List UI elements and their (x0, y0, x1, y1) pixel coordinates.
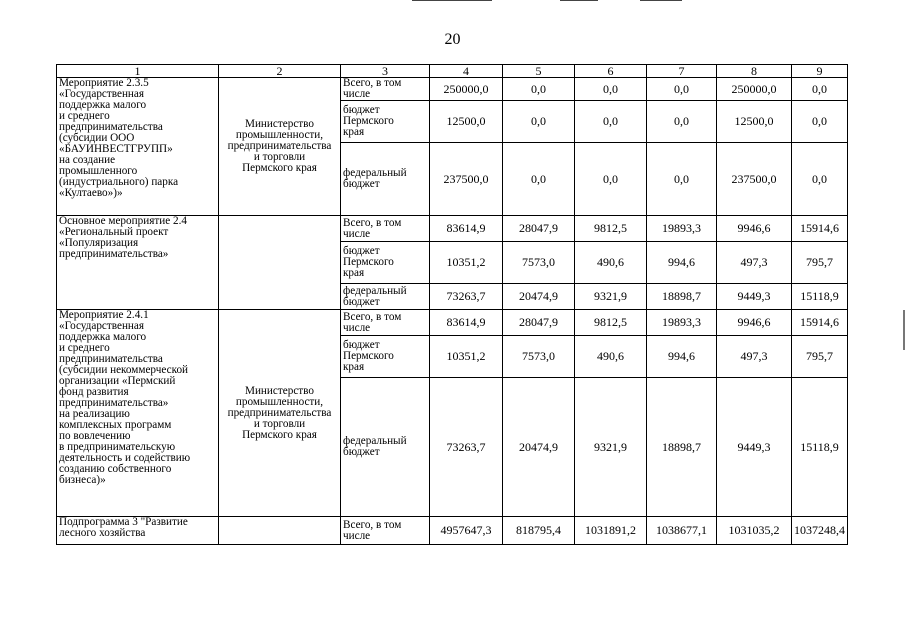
amount-cell: 1031035,2 (717, 517, 792, 545)
column-header: 1 (57, 65, 219, 78)
amount-cell: 28047,9 (503, 310, 575, 336)
funding-source-cell: федеральный бюджет (341, 284, 430, 310)
amount-cell: 9449,3 (717, 284, 792, 310)
amount-cell: 0,0 (647, 143, 717, 216)
column-header: 2 (219, 65, 341, 78)
amount-cell: 1031891,2 (575, 517, 647, 545)
amount-cell: 20474,9 (503, 378, 575, 517)
amount-cell: 1038677,1 (647, 517, 717, 545)
table-row (57, 517, 848, 545)
amount-cell: 0,0 (792, 143, 848, 216)
amount-cell: 994,6 (647, 336, 717, 378)
amount-cell: 73263,7 (430, 378, 503, 517)
amount-cell: 497,3 (717, 336, 792, 378)
executor-cell: Министерство промышленности, предпринимательства и торговли Пермского края (219, 78, 341, 216)
amount-cell: 83614,9 (430, 216, 503, 242)
amount-cell: 9946,6 (717, 310, 792, 336)
amount-cell: 250000,0 (430, 78, 503, 101)
amount-cell: 10351,2 (430, 336, 503, 378)
column-header: 9 (792, 65, 848, 78)
amount-cell: 9812,5 (575, 216, 647, 242)
amount-cell: 0,0 (503, 78, 575, 101)
amount-cell: 12500,0 (717, 101, 792, 143)
executor-cell (219, 517, 341, 545)
activity-name-cell: Мероприятие 2.3.5 «Государственная поддержка малого и среднего предпринимательства (субсидии ООО «БАУИНВЕСТГРУПП» на создание промышленного (индустриального) парка «Култаево»)» (57, 78, 219, 216)
funding-source-cell: бюджет Пермского края (341, 336, 430, 378)
amount-cell: 9449,3 (717, 378, 792, 517)
column-header: 6 (575, 65, 647, 78)
amount-cell: 20474,9 (503, 284, 575, 310)
header-row (57, 65, 848, 78)
column-header: 3 (341, 65, 430, 78)
column-header: 7 (647, 65, 717, 78)
activity-name-cell: Подпрограмма 3 "Развитие лесного хозяйства (57, 517, 219, 545)
page-number: 20 (444, 31, 461, 48)
amount-cell: 0,0 (792, 101, 848, 143)
amount-cell: 10351,2 (430, 242, 503, 284)
amount-cell: 9946,6 (717, 216, 792, 242)
funding-source-cell: Всего, в том числе (341, 78, 430, 101)
amount-cell: 9321,9 (575, 284, 647, 310)
amount-cell: 795,7 (792, 242, 848, 284)
amount-cell: 795,7 (792, 336, 848, 378)
table-row (57, 78, 848, 101)
funding-source-cell: Всего, в том числе (341, 517, 430, 545)
funding-source-cell: бюджет Пермского края (341, 101, 430, 143)
amount-cell: 15914,6 (792, 310, 848, 336)
amount-cell: 0,0 (647, 78, 717, 101)
column-header: 8 (717, 65, 792, 78)
funding-source-cell: Всего, в том числе (341, 216, 430, 242)
amount-cell: 18898,7 (647, 378, 717, 517)
funding-source-cell: бюджет Пермского края (341, 242, 430, 284)
table-body (57, 78, 848, 545)
amount-cell: 19893,3 (647, 310, 717, 336)
top-edge-mark (560, 0, 598, 1)
amount-cell: 490,6 (575, 336, 647, 378)
top-edge-mark (412, 0, 492, 1)
amount-cell: 0,0 (575, 78, 647, 101)
table-row (57, 216, 848, 242)
amount-cell: 497,3 (717, 242, 792, 284)
amount-cell: 83614,9 (430, 310, 503, 336)
amount-cell: 12500,0 (430, 101, 503, 143)
amount-cell: 237500,0 (430, 143, 503, 216)
amount-cell: 19893,3 (647, 216, 717, 242)
amount-cell: 237500,0 (717, 143, 792, 216)
amount-cell: 4957647,3 (430, 517, 503, 545)
table-row (57, 310, 848, 336)
amount-cell: 490,6 (575, 242, 647, 284)
amount-cell: 250000,0 (717, 78, 792, 101)
amount-cell: 15118,9 (792, 378, 848, 517)
executor-cell (219, 216, 341, 310)
activity-name-cell: Основное мероприятие 2.4 «Региональный проект «Популяризация предпринимательства» (57, 216, 219, 310)
amount-cell: 0,0 (792, 78, 848, 101)
funding-source-cell: федеральный бюджет (341, 378, 430, 517)
top-edge-mark (640, 0, 682, 1)
amount-cell: 15914,6 (792, 216, 848, 242)
amount-cell: 994,6 (647, 242, 717, 284)
budget-table (56, 64, 848, 545)
amount-cell: 1037248,4 (792, 517, 848, 545)
amount-cell: 9321,9 (575, 378, 647, 517)
amount-cell: 7573,0 (503, 242, 575, 284)
funding-source-cell: федеральный бюджет (341, 143, 430, 216)
column-header: 4 (430, 65, 503, 78)
activity-name-cell: Мероприятие 2.4.1 «Государственная поддержка малого и среднего предпринимательства (субсидии некоммерческой организации «Пермский фонд развития предпринимательства» на реализацию комплексных программ по вовлечению в предпринимательскую деятельность и содействию созданию собственного бизнеса)» (57, 310, 219, 517)
amount-cell: 28047,9 (503, 216, 575, 242)
executor-cell: Министерство промышленности, предпринимательства и торговли Пермского края (219, 310, 341, 517)
amount-cell: 7573,0 (503, 336, 575, 378)
amount-cell: 9812,5 (575, 310, 647, 336)
column-header: 5 (503, 65, 575, 78)
amount-cell: 73263,7 (430, 284, 503, 310)
amount-cell: 18898,7 (647, 284, 717, 310)
amount-cell: 0,0 (503, 143, 575, 216)
amount-cell: 15118,9 (792, 284, 848, 310)
amount-cell: 0,0 (503, 101, 575, 143)
amount-cell: 0,0 (575, 143, 647, 216)
amount-cell: 0,0 (647, 101, 717, 143)
amount-cell: 0,0 (575, 101, 647, 143)
funding-source-cell: Всего, в том числе (341, 310, 430, 336)
amount-cell: 818795,4 (503, 517, 575, 545)
